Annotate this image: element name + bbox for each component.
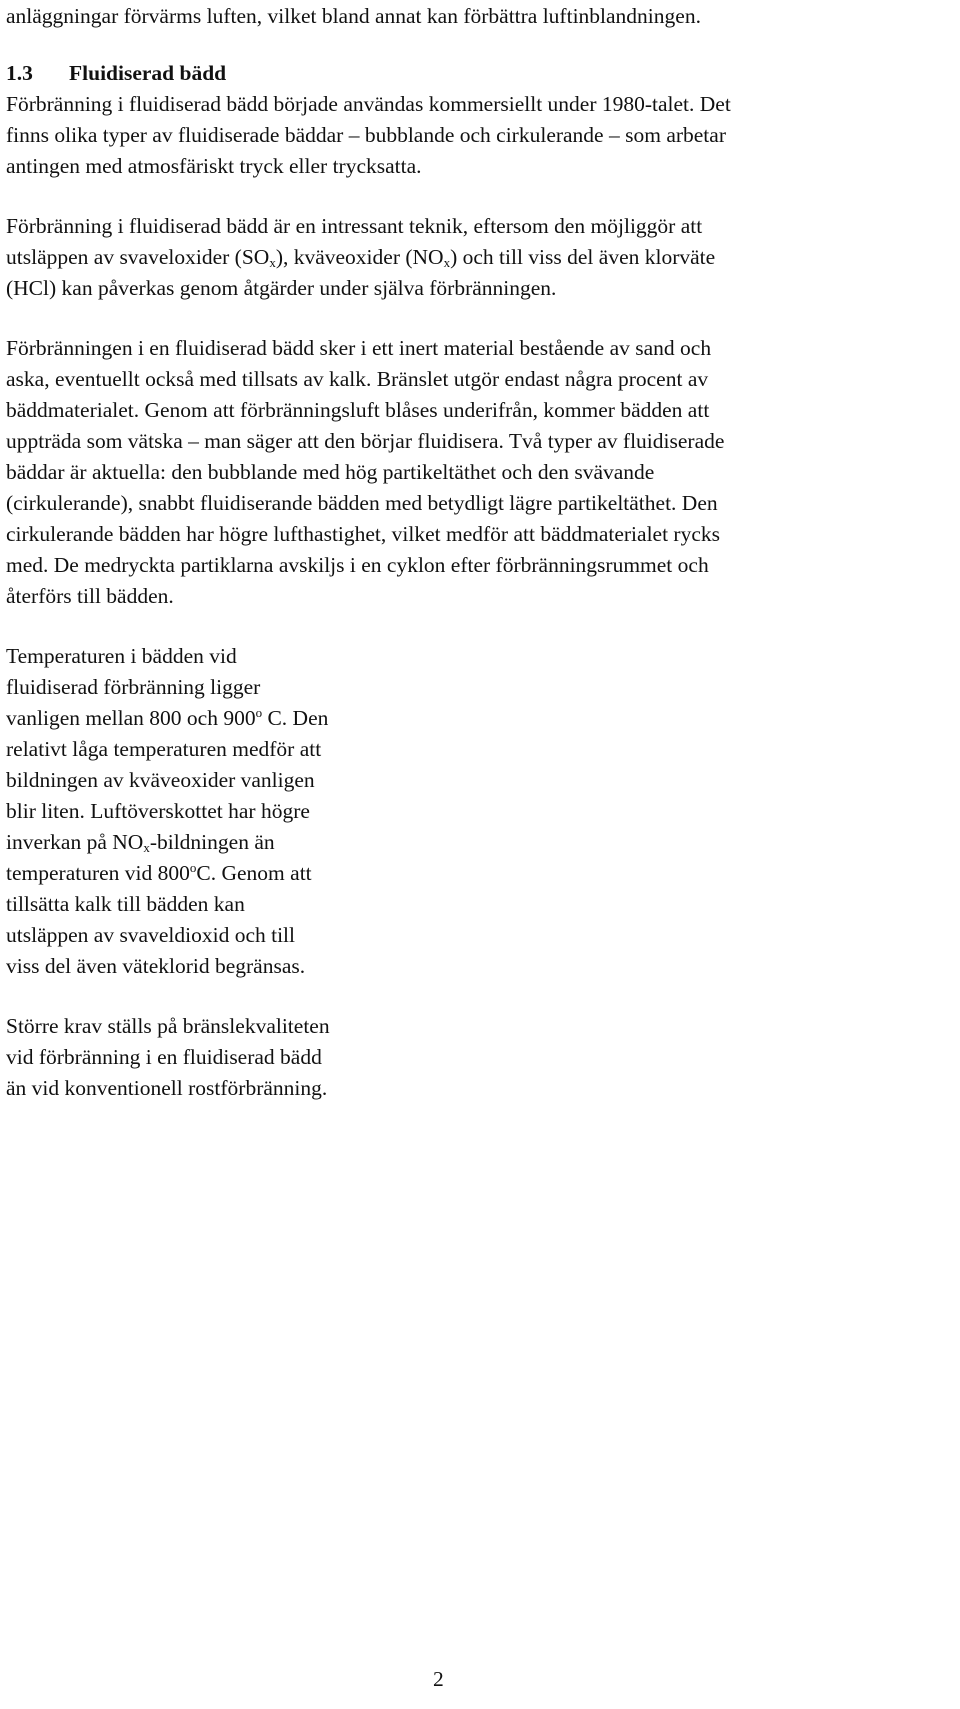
superscript: o	[255, 705, 263, 720]
paragraph-1	[6, 89, 951, 182]
text-line: Temperaturen i bädden vid	[6, 644, 237, 668]
text-line	[6, 242, 951, 273]
text-line: Större krav ställs på bränslekvaliteten	[6, 1014, 330, 1038]
text-line: viss del även väteklorid begränsas.	[6, 954, 306, 978]
text-line: antingen med atmosfäriskt tryck eller trycksatta.	[6, 154, 422, 178]
page-content	[6, 0, 951, 1104]
text-line	[6, 827, 951, 858]
paragraph-5	[6, 1011, 951, 1104]
text-line: uppträda som vätska – man säger att den börjar fluidisera. Två typer av fluidiserade	[6, 429, 725, 453]
text-line: blir liten. Luftöverskottet har högre	[6, 799, 310, 823]
section-title: Fluidiserad bädd	[69, 61, 227, 85]
text-line: utsläppen av svaveldioxid och till	[6, 923, 296, 947]
text-line: med. De medryckta partiklarna avskiljs i en cyklon efter förbränningsrummet och	[6, 553, 709, 577]
subscript: x	[269, 255, 276, 270]
text-fragment: ) och till viss del även klorväte	[450, 245, 716, 269]
text-line: än vid konventionell rostförbränning.	[6, 1076, 328, 1100]
section-number: 1.3	[6, 61, 33, 85]
page-number: 2	[433, 1667, 444, 1691]
text-line: finns olika typer av fluidiserade bäddar – bubblande och cirkulerande – som arbetar	[6, 123, 726, 147]
text-line: (HCl) kan påverkas genom åtgärder under själva förbränningen.	[6, 276, 557, 300]
text-line	[6, 858, 951, 889]
text-line: Förbränning i fluidiserad bädd är en intressant teknik, eftersom den möjliggör att	[6, 214, 703, 238]
paragraph-3	[6, 333, 951, 612]
paragraph-4	[6, 641, 951, 982]
text-line: cirkulerande bädden har högre lufthastighet, vilket medför att bäddmaterialet rycks	[6, 522, 721, 546]
text-line: tillsätta kalk till bädden kan	[6, 892, 245, 916]
text-line: relativt låga temperaturen medför att	[6, 737, 322, 761]
text-fragment: ), kväveoxider (NO	[275, 245, 444, 269]
section-heading	[6, 58, 951, 89]
text-line: vid förbränning i en fluidiserad bädd	[6, 1045, 322, 1069]
text-fragment: C. Genom att	[196, 861, 312, 885]
paragraph-2	[6, 211, 951, 304]
text-fragment: C. Den	[262, 706, 329, 730]
text-line: Förbränning i fluidiserad bädd började användas kommersiellt under 1980-talet. Det	[6, 92, 731, 116]
text-fragment: temperaturen vid 800	[6, 861, 190, 885]
text-line: (cirkulerande), snabbt fluidiserande bädden med betydligt lägre partikeltäthet. Den	[6, 491, 718, 515]
text-fragment: -bildningen än	[149, 830, 275, 854]
superscript: o	[189, 860, 197, 875]
subscript: x	[443, 255, 451, 270]
text-fragment: vanligen mellan 800 och 900	[6, 706, 256, 730]
text-line: aska, eventuellt också med tillsats av kalk. Bränslet utgör endast några procent av	[6, 367, 709, 391]
text-fragment: inverkan på NO	[6, 830, 144, 854]
text-line: återförs till bädden.	[6, 584, 174, 608]
text-line: bildningen av kväveoxider vanligen	[6, 768, 315, 792]
text-fragment: utsläppen av svaveloxider (SO	[6, 245, 270, 269]
subscript: x	[143, 840, 150, 855]
text-line: fluidiserad förbränning ligger	[6, 675, 261, 699]
text-line: bäddar är aktuella: den bubblande med hög partikeltäthet och den svävande	[6, 460, 655, 484]
text-line: Förbränningen i en fluidiserad bädd sker i ett inert material bestående av sand och	[6, 336, 712, 360]
intro-line: anläggningar förvärms luften, vilket bland annat kan förbättra luftinblandningen.	[6, 4, 701, 28]
text-line: bäddmaterialet. Genom att förbränningsluft blåses underifrån, kommer bädden att	[6, 398, 710, 422]
text-line	[6, 703, 951, 734]
